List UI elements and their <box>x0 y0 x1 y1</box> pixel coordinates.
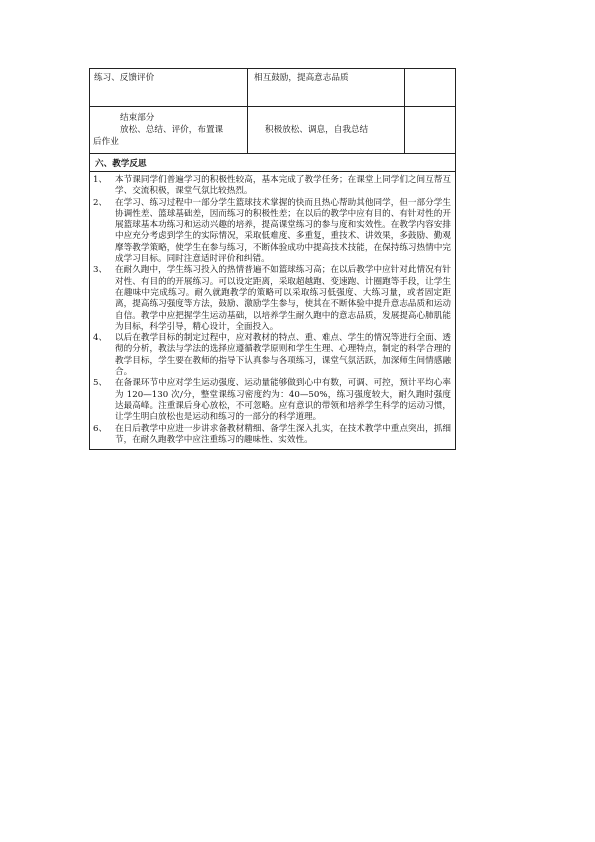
list-item-number: 6、 <box>93 423 108 434</box>
list-item <box>93 378 451 423</box>
lesson-plan-table <box>89 68 456 450</box>
closing-part-desc-line: 后作业 <box>93 136 119 147</box>
table-cell <box>90 107 248 153</box>
table-row-section-heading <box>90 154 455 172</box>
table-row-practice-feedback <box>90 69 455 107</box>
activity-label: 练习、反馈评价 <box>94 73 155 83</box>
list-item <box>93 175 451 198</box>
closing-part-desc-line: 放松、总结、评价，布置课 <box>120 124 224 135</box>
list-item <box>93 333 451 378</box>
list-item-number: 5、 <box>93 378 108 389</box>
reflection-list <box>93 175 451 446</box>
table-cell <box>248 107 405 153</box>
section-heading: 六、教学反思 <box>95 159 147 169</box>
table-cell <box>248 69 405 106</box>
list-item-text: 在日后教学中应进一步讲求备教材精细、备学生深入扎实，在技术教学中重点突出，抓细节，在耐久跑教学中应注重练习的趣味性、实效性。 <box>115 423 451 445</box>
table-row-closing-part <box>90 107 455 154</box>
student-activity-text: 相互鼓励，提高意志品质 <box>254 73 349 83</box>
list-item-number: 1、 <box>93 175 108 185</box>
list-item-text: 在学习、练习过程中一部分学生篮球技术掌握的快而且热心帮助其他同学，但一部分学生协调性差、篮球基础差，因而练习的积极性差；在以后的教学中应有目的、有针对性的开展篮球基本功练习和运动兴趣的培养，提高课堂练习的参与度和实效性。在教学内容安排中应充分考虑到学生的实际情况，采取低难度、多重复，重技术、讲效果，多鼓励、勤观摩等教学策略，使学生在参与练习，不断体验成功中提高技术技能，在保持练习热情中完成学习目标。同时注意适时评价和纠错。 <box>115 197 451 265</box>
list-item-number: 2、 <box>93 197 108 208</box>
list-item <box>93 265 451 333</box>
student-activity-text: 积极放松、调息，自我总结 <box>265 125 369 135</box>
list-item-text: 以后在教学目标的制定过程中，应对教材的特点、重、难点、学生的情况等进行全面、透彻的分析，教法与学法的选择应遵循教学原则和学生生理、心理特点，制定的科学合理的教学目标，学生要在教师的指导下认真参与各项练习，课堂气氛活跃，加深师生间情感融合。 <box>115 333 451 378</box>
list-item-number: 3、 <box>93 265 108 276</box>
list-item-text: 在耐久跑中，学生练习投入的热情普遍不如篮球练习高；在以后教学中应针对此情况有针对性、有目的的开展练习。可以设定距离，采取超越跑、变速跑、计圈跑等手段，让学生在趣味中完成练习。耐久就跑教学的策略可以采取练习低强度、大练习量，或者固定距离，提高练习强度等方法，鼓励、激励学生参与，使其在不断体验中提升意志品质和运动自信。教学中应把握学生运动基础，以培养学生耐久跑中的意志品质，发展提高心肺肌能为目标，科学引导，精心设计，全面投入。 <box>115 265 451 332</box>
list-item-text: 在备课环节中应对学生运动强度、运动量能够做到心中有数，可调、可控，预计平均心率为 120—130 次/分，整堂课练习密度约为：40—50%，练习强度较大，耐久跑时强度达最高峰。注重课后身心放松，不可忽略。应有意识的带领和培养学生科学的运动习惯，让学生明白放松也是运动和练习的一部分的科学道理。 <box>115 378 451 423</box>
table-row-reflection <box>90 172 455 449</box>
table-cell-empty <box>405 107 455 153</box>
list-item <box>93 424 451 447</box>
list-item <box>93 198 451 266</box>
list-item-text: 本节课同学们普遍学习的积极性较高，基本完成了教学任务；在课堂上同学们之间互帮互学、交流积极，课堂气氛比较热烈。 <box>115 175 451 197</box>
table-cell <box>90 69 248 106</box>
list-item-number: 4、 <box>93 333 108 344</box>
table-cell-empty <box>405 69 455 106</box>
closing-part-title: 结束部分 <box>120 113 155 123</box>
